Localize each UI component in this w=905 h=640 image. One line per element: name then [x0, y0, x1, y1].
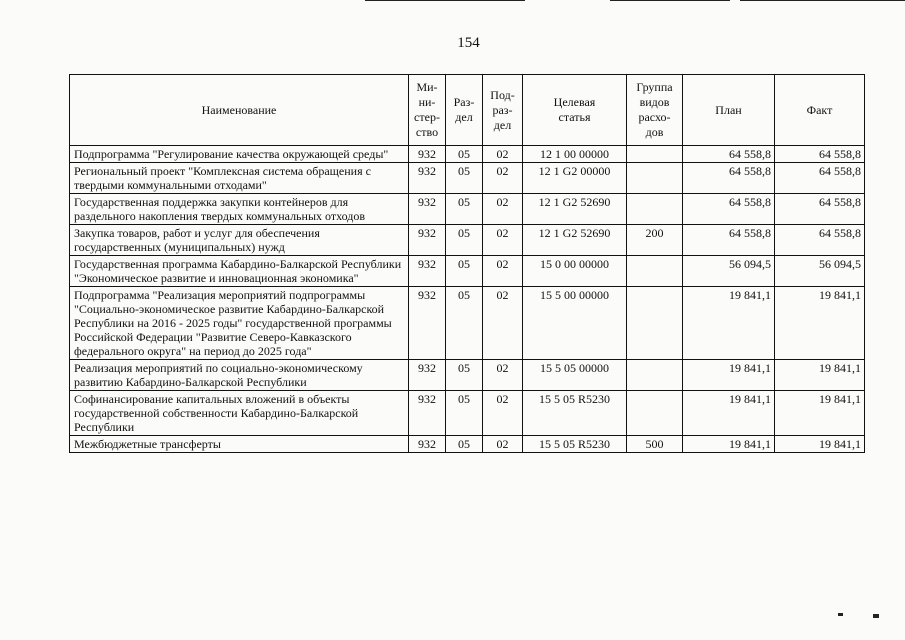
cell-fact: 64 558,8 [775, 194, 865, 225]
column-header-plan: План [683, 75, 775, 146]
scan-artifact-dot [873, 614, 879, 618]
cell-fact: 19 841,1 [775, 360, 865, 391]
cell-target: 12 1 G2 52690 [523, 225, 627, 256]
cell-fact: 19 841,1 [775, 391, 865, 436]
cell-target: 15 5 05 R5230 [523, 436, 627, 453]
cell-ministry: 932 [409, 194, 446, 225]
column-header-fact: Факт [775, 75, 865, 146]
cell-group [627, 360, 683, 391]
column-header-section: Раз- дел [446, 75, 483, 146]
cell-section: 05 [446, 256, 483, 287]
cell-plan: 19 841,1 [683, 287, 775, 360]
cell-plan: 19 841,1 [683, 391, 775, 436]
cell-name: Реализация мероприятий по социально-экономическому развитию Кабардино-Балкарской Республики [70, 360, 409, 391]
column-header-target: Целевая статья [523, 75, 627, 146]
cell-group [627, 287, 683, 360]
table-row [70, 146, 865, 163]
cell-name: Государственная программа Кабардино-Балкарской Республики "Экономическое развитие и инновационная экономика" [70, 256, 409, 287]
table-row [70, 194, 865, 225]
cell-group: 500 [627, 436, 683, 453]
cell-subsection: 02 [483, 436, 523, 453]
cell-section: 05 [446, 360, 483, 391]
cell-subsection: 02 [483, 256, 523, 287]
table-body [70, 146, 865, 453]
cell-ministry: 932 [409, 146, 446, 163]
cell-ministry: 932 [409, 391, 446, 436]
scan-artifact-line [365, 0, 525, 1]
cell-section: 05 [446, 391, 483, 436]
cell-ministry: 932 [409, 163, 446, 194]
cell-plan: 64 558,8 [683, 194, 775, 225]
cell-target: 15 0 00 00000 [523, 256, 627, 287]
cell-fact: 19 841,1 [775, 287, 865, 360]
cell-target: 15 5 05 R5230 [523, 391, 627, 436]
cell-ministry: 932 [409, 287, 446, 360]
column-header-group: Группа видов расхо- дов [627, 75, 683, 146]
cell-plan: 19 841,1 [683, 360, 775, 391]
scan-artifact-dot [838, 613, 843, 616]
table-header-row [70, 75, 865, 146]
cell-target: 12 1 G2 00000 [523, 163, 627, 194]
cell-fact: 64 558,8 [775, 163, 865, 194]
page-number: 154 [457, 35, 480, 51]
cell-ministry: 932 [409, 225, 446, 256]
cell-subsection: 02 [483, 194, 523, 225]
table-row [70, 287, 865, 360]
cell-section: 05 [446, 163, 483, 194]
cell-fact: 64 558,8 [775, 146, 865, 163]
column-header-name: Наименование [70, 75, 409, 146]
cell-group: 200 [627, 225, 683, 256]
cell-plan: 19 841,1 [683, 436, 775, 453]
cell-name: Подпрограмма "Реализация мероприятий подпрограммы "Социально-экономическое развитие Кабардино-Балкарской Республики на 2016 - 2025 годы" государственной программы Российской Федерации "Развитие Северо-Кавказского федерального округа" на период до 2025 года" [70, 287, 409, 360]
cell-section: 05 [446, 146, 483, 163]
cell-subsection: 02 [483, 163, 523, 194]
scan-artifact-line [740, 0, 905, 1]
cell-plan: 64 558,8 [683, 146, 775, 163]
table-row [70, 360, 865, 391]
cell-plan: 64 558,8 [683, 163, 775, 194]
cell-fact: 19 841,1 [775, 436, 865, 453]
cell-name: Региональный проект "Комплексная система обращения с твердыми коммунальными отходами" [70, 163, 409, 194]
cell-group [627, 163, 683, 194]
cell-group [627, 256, 683, 287]
cell-name: Межбюджетные трансферты [70, 436, 409, 453]
cell-subsection: 02 [483, 225, 523, 256]
cell-group [627, 391, 683, 436]
cell-group [627, 194, 683, 225]
scan-artifact-line [610, 0, 730, 1]
cell-fact: 56 094,5 [775, 256, 865, 287]
cell-section: 05 [446, 287, 483, 360]
table-row [70, 436, 865, 453]
column-header-ministry: Ми- ни- стер- ство [409, 75, 446, 146]
cell-target: 15 5 00 00000 [523, 287, 627, 360]
cell-target: 12 1 G2 52690 [523, 194, 627, 225]
cell-name: Подпрограмма "Регулирование качества окружающей среды" [70, 146, 409, 163]
cell-subsection: 02 [483, 287, 523, 360]
column-header-subsection: Под- раз- дел [483, 75, 523, 146]
cell-target: 12 1 00 00000 [523, 146, 627, 163]
cell-plan: 56 094,5 [683, 256, 775, 287]
table-row [70, 225, 865, 256]
cell-name: Закупка товаров, работ и услуг для обеспечения государственных (муниципальных) нужд [70, 225, 409, 256]
cell-name: Софинансирование капитальных вложений в объекты государственной собственности Кабардино-Балкарской Республики [70, 391, 409, 436]
table-row [70, 163, 865, 194]
cell-group [627, 146, 683, 163]
cell-section: 05 [446, 436, 483, 453]
budget-table [69, 74, 865, 453]
cell-subsection: 02 [483, 391, 523, 436]
cell-name: Государственная поддержка закупки контейнеров для раздельного накопления твердых коммунальных отходов [70, 194, 409, 225]
cell-fact: 64 558,8 [775, 225, 865, 256]
table-row [70, 391, 865, 436]
cell-ministry: 932 [409, 256, 446, 287]
cell-subsection: 02 [483, 146, 523, 163]
cell-subsection: 02 [483, 360, 523, 391]
cell-target: 15 5 05 00000 [523, 360, 627, 391]
cell-ministry: 932 [409, 436, 446, 453]
cell-section: 05 [446, 194, 483, 225]
cell-section: 05 [446, 225, 483, 256]
cell-plan: 64 558,8 [683, 225, 775, 256]
table-row [70, 256, 865, 287]
cell-ministry: 932 [409, 360, 446, 391]
